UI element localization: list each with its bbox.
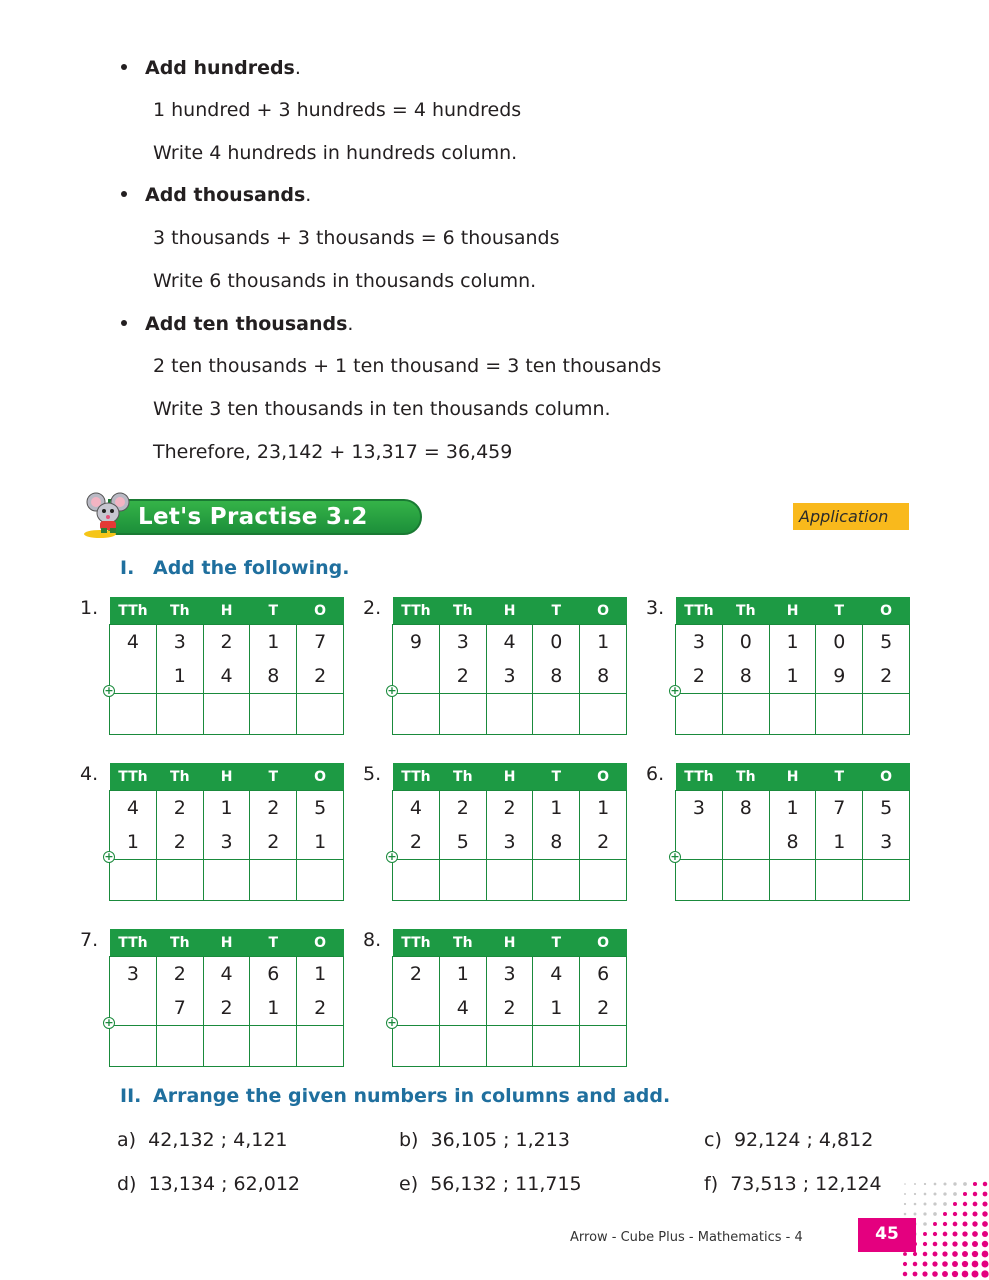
answer-cell[interactable] bbox=[676, 860, 723, 901]
digit-cell: 2 bbox=[156, 957, 203, 992]
answer-cell[interactable] bbox=[580, 860, 627, 901]
digit-cell: 1 bbox=[297, 957, 344, 992]
column-header: T bbox=[250, 763, 297, 791]
digit-cell: 2 bbox=[439, 791, 486, 826]
digit-cell: 4 bbox=[533, 957, 580, 992]
digit-cell: 1 bbox=[250, 991, 297, 1026]
column-header: H bbox=[486, 597, 533, 625]
problem-number: 8. bbox=[363, 929, 382, 951]
decorative-dot bbox=[962, 1241, 968, 1247]
digit-cell: 1 bbox=[533, 991, 580, 1026]
column-header: T bbox=[533, 929, 580, 957]
decorative-dot bbox=[924, 1203, 927, 1206]
answer-cell[interactable] bbox=[580, 1026, 627, 1067]
decorative-dot bbox=[982, 1201, 987, 1206]
decorative-dot bbox=[963, 1182, 967, 1186]
exercise-item: b) 36,105 ; 1,213 bbox=[399, 1129, 570, 1151]
column-header: O bbox=[580, 597, 627, 625]
digit-cell bbox=[393, 659, 440, 694]
decorative-dot bbox=[962, 1261, 968, 1267]
decorative-dot bbox=[963, 1192, 967, 1196]
answer-cell[interactable] bbox=[816, 860, 863, 901]
decorative-dot bbox=[981, 1260, 988, 1267]
answer-cell[interactable] bbox=[156, 860, 203, 901]
column-header: O bbox=[580, 763, 627, 791]
decorative-dot bbox=[934, 1193, 937, 1196]
answer-cell[interactable] bbox=[297, 1026, 344, 1067]
decorative-dot bbox=[962, 1251, 968, 1257]
decorative-dot bbox=[903, 1272, 907, 1276]
column-header: TTh bbox=[110, 597, 157, 625]
decorative-dot bbox=[952, 1251, 958, 1257]
answer-cell[interactable] bbox=[250, 1026, 297, 1067]
place-value-table bbox=[109, 763, 344, 901]
decorative-dot bbox=[923, 1252, 928, 1257]
problem-number: 1. bbox=[80, 597, 99, 619]
digit-cell: 3 bbox=[676, 625, 723, 660]
digit-cell: 2 bbox=[297, 659, 344, 694]
digit-cell bbox=[722, 825, 769, 860]
answer-cell[interactable] bbox=[110, 1026, 157, 1067]
digit-cell: 3 bbox=[676, 791, 723, 826]
decorative-dot bbox=[934, 1183, 937, 1186]
banner-title: Let's Practise 3.2 bbox=[138, 504, 368, 530]
decorative-dot bbox=[962, 1271, 969, 1278]
digit-cell: 8 bbox=[769, 825, 816, 860]
decorative-dot bbox=[924, 1193, 927, 1196]
digit-cell: 1 bbox=[533, 791, 580, 826]
digit-cell: 2 bbox=[203, 625, 250, 660]
digit-cell: 2 bbox=[250, 825, 297, 860]
digit-cell: 6 bbox=[250, 957, 297, 992]
answer-cell[interactable] bbox=[203, 694, 250, 735]
digit-cell: 0 bbox=[816, 625, 863, 660]
step-line: Write 3 ten thousands in ten thousands column. bbox=[153, 398, 611, 420]
conclusion: Therefore, 23,142 + 13,317 = 36,459 bbox=[153, 441, 513, 463]
column-header: O bbox=[297, 763, 344, 791]
decorative-dot bbox=[904, 1203, 906, 1205]
answer-cell[interactable] bbox=[533, 694, 580, 735]
answer-cell[interactable] bbox=[110, 860, 157, 901]
column-header: H bbox=[486, 763, 533, 791]
decorative-dot bbox=[982, 1231, 988, 1237]
decorative-dot bbox=[952, 1241, 957, 1246]
digit-cell: 3 bbox=[203, 825, 250, 860]
column-header: H bbox=[769, 763, 816, 791]
column-header: Th bbox=[156, 763, 203, 791]
digit-cell: 8 bbox=[580, 659, 627, 694]
place-value-table bbox=[109, 929, 344, 1067]
decorative-dot bbox=[972, 1251, 978, 1257]
step-line: Write 4 hundreds in hundreds column. bbox=[153, 142, 518, 164]
digit-cell: 2 bbox=[439, 659, 486, 694]
digit-cell: 8 bbox=[250, 659, 297, 694]
digit-cell: 1 bbox=[580, 791, 627, 826]
decorative-dot bbox=[923, 1232, 927, 1236]
digit-cell: 6 bbox=[580, 957, 627, 992]
decorative-dot bbox=[953, 1212, 957, 1216]
decorative-dot bbox=[932, 1271, 938, 1277]
digit-cell: 1 bbox=[816, 825, 863, 860]
answer-cell[interactable] bbox=[580, 694, 627, 735]
digit-cell: 2 bbox=[156, 825, 203, 860]
answer-cell[interactable] bbox=[676, 694, 723, 735]
decorative-dot bbox=[914, 1203, 917, 1206]
step-line: 3 thousands + 3 thousands = 6 thousands bbox=[153, 227, 560, 249]
decorative-dot bbox=[972, 1261, 979, 1268]
answer-cell[interactable] bbox=[156, 1026, 203, 1067]
column-header: Th bbox=[439, 929, 486, 957]
exercise-item: e) 56,132 ; 11,715 bbox=[399, 1173, 582, 1195]
digit-cell: 2 bbox=[156, 791, 203, 826]
decorative-dot bbox=[972, 1271, 979, 1278]
decorative-dot bbox=[972, 1211, 977, 1216]
decorative-dot bbox=[952, 1261, 958, 1267]
place-value-table bbox=[675, 597, 910, 735]
digit-cell: 1 bbox=[580, 625, 627, 660]
decorative-dot bbox=[942, 1271, 948, 1277]
decorative-dot bbox=[973, 1182, 977, 1186]
decorative-dot bbox=[973, 1202, 978, 1207]
column-header: O bbox=[297, 929, 344, 957]
decorative-dot bbox=[943, 1222, 947, 1226]
plus-sign-icon: + bbox=[670, 684, 680, 697]
step-line: 2 ten thousands + 1 ten thousand = 3 ten thousands bbox=[153, 355, 662, 377]
digit-cell: 3 bbox=[863, 825, 910, 860]
digit-cell bbox=[676, 825, 723, 860]
digit-cell: 1 bbox=[769, 625, 816, 660]
digit-cell: 1 bbox=[769, 791, 816, 826]
answer-cell[interactable] bbox=[486, 860, 533, 901]
decorative-dot bbox=[903, 1252, 907, 1256]
digit-cell: 0 bbox=[533, 625, 580, 660]
problem-number: 5. bbox=[363, 763, 382, 785]
step-heading: Add thousands. bbox=[121, 184, 311, 206]
decorative-dot bbox=[943, 1232, 948, 1237]
digit-cell: 2 bbox=[486, 991, 533, 1026]
digit-cell: 4 bbox=[486, 625, 533, 660]
answer-cell[interactable] bbox=[816, 694, 863, 735]
decorative-dot bbox=[913, 1272, 918, 1277]
plus-sign-icon: + bbox=[104, 684, 114, 697]
digit-cell: 4 bbox=[110, 791, 157, 826]
decorative-dot bbox=[923, 1212, 926, 1215]
answer-cell[interactable] bbox=[297, 694, 344, 735]
digit-cell: 2 bbox=[863, 659, 910, 694]
digit-cell: 0 bbox=[722, 625, 769, 660]
digit-cell: 5 bbox=[297, 791, 344, 826]
decorative-dot bbox=[943, 1212, 947, 1216]
digit-cell: 2 bbox=[580, 825, 627, 860]
digit-cell: 4 bbox=[203, 659, 250, 694]
digit-cell: 1 bbox=[297, 825, 344, 860]
column-header: Th bbox=[156, 597, 203, 625]
digit-cell: 7 bbox=[156, 991, 203, 1026]
problem-number: 3. bbox=[646, 597, 665, 619]
answer-cell[interactable] bbox=[769, 694, 816, 735]
answer-cell[interactable] bbox=[722, 860, 769, 901]
step-heading: Add ten thousands. bbox=[121, 313, 353, 335]
digit-cell: 1 bbox=[156, 659, 203, 694]
column-header: T bbox=[250, 597, 297, 625]
problem-number: 4. bbox=[80, 763, 99, 785]
column-header: H bbox=[769, 597, 816, 625]
answer-cell[interactable] bbox=[439, 1026, 486, 1067]
answer-cell[interactable] bbox=[110, 694, 157, 735]
decorative-dot bbox=[953, 1232, 958, 1237]
column-header: H bbox=[203, 763, 250, 791]
column-header: H bbox=[203, 597, 250, 625]
digit-cell: 1 bbox=[439, 957, 486, 992]
digit-cell: 1 bbox=[250, 625, 297, 660]
decorative-dot bbox=[932, 1261, 937, 1266]
decorative-dot bbox=[962, 1221, 967, 1226]
plus-sign-icon: + bbox=[387, 684, 397, 697]
decorative-dot bbox=[981, 1270, 988, 1277]
answer-cell[interactable] bbox=[250, 860, 297, 901]
answer-cell[interactable] bbox=[722, 694, 769, 735]
problem-number: 2. bbox=[363, 597, 382, 619]
column-header: TTh bbox=[393, 597, 440, 625]
answer-cell[interactable] bbox=[297, 860, 344, 901]
decorative-dot bbox=[933, 1222, 937, 1226]
digit-cell: 2 bbox=[580, 991, 627, 1026]
page-number: 45 bbox=[858, 1218, 916, 1252]
section-heading: II. Arrange the given numbers in columns and add. bbox=[120, 1085, 671, 1107]
column-header: Th bbox=[156, 929, 203, 957]
place-value-table bbox=[392, 597, 627, 735]
digit-cell: 8 bbox=[722, 659, 769, 694]
column-header: TTh bbox=[393, 929, 440, 957]
plus-sign-icon: + bbox=[387, 850, 397, 863]
decorative-dot bbox=[953, 1202, 957, 1206]
digit-cell: 1 bbox=[203, 791, 250, 826]
column-header: T bbox=[816, 597, 863, 625]
digit-cell: 1 bbox=[769, 659, 816, 694]
section-heading: I. Add the following. bbox=[120, 557, 350, 579]
digit-cell: 3 bbox=[486, 957, 533, 992]
answer-cell[interactable] bbox=[250, 694, 297, 735]
decorative-dot bbox=[924, 1183, 926, 1185]
answer-cell[interactable] bbox=[203, 1026, 250, 1067]
exercise-item: c) 92,124 ; 4,812 bbox=[704, 1129, 874, 1151]
decorative-dot bbox=[963, 1202, 967, 1206]
decorative-dot bbox=[933, 1232, 937, 1236]
decorative-dot bbox=[943, 1192, 946, 1195]
decorative-dot bbox=[972, 1221, 977, 1226]
column-header: T bbox=[816, 763, 863, 791]
decorative-dot bbox=[904, 1183, 906, 1185]
column-header: O bbox=[863, 763, 910, 791]
column-header: T bbox=[250, 929, 297, 957]
place-value-table bbox=[392, 929, 627, 1067]
decorative-dot bbox=[982, 1251, 989, 1258]
decorative-dot bbox=[923, 1242, 927, 1246]
mouse-mascot-icon bbox=[80, 488, 136, 544]
decorative-dot bbox=[914, 1193, 916, 1195]
decorative-dot bbox=[972, 1231, 978, 1237]
digit-cell: 4 bbox=[110, 625, 157, 660]
plus-sign-icon: + bbox=[670, 850, 680, 863]
decorative-dot bbox=[914, 1183, 916, 1185]
digit-cell: 2 bbox=[203, 991, 250, 1026]
digit-cell: 4 bbox=[393, 791, 440, 826]
decorative-dot bbox=[973, 1192, 977, 1196]
decorative-dot bbox=[943, 1182, 946, 1185]
digit-cell: 2 bbox=[393, 957, 440, 992]
decorative-dot bbox=[922, 1271, 927, 1276]
decorative-dot bbox=[903, 1262, 907, 1266]
answer-cell[interactable] bbox=[439, 860, 486, 901]
column-header: TTh bbox=[393, 763, 440, 791]
decorative-dot bbox=[933, 1252, 938, 1257]
column-header: Th bbox=[439, 597, 486, 625]
exercise-item: f) 73,513 ; 12,124 bbox=[704, 1173, 882, 1195]
digit-cell: 9 bbox=[393, 625, 440, 660]
step-line: 1 hundred + 3 hundreds = 4 hundreds bbox=[153, 99, 522, 121]
digit-cell: 2 bbox=[486, 791, 533, 826]
digit-cell: 5 bbox=[439, 825, 486, 860]
exercise-item: d) 13,134 ; 62,012 bbox=[117, 1173, 301, 1195]
plus-sign-icon: + bbox=[104, 1016, 114, 1029]
digit-cell: 1 bbox=[110, 825, 157, 860]
digit-cell: 9 bbox=[816, 659, 863, 694]
decorative-dot bbox=[923, 1222, 927, 1226]
answer-cell[interactable] bbox=[156, 694, 203, 735]
decorative-dot bbox=[942, 1261, 948, 1267]
column-header: O bbox=[297, 597, 344, 625]
column-header: T bbox=[533, 763, 580, 791]
step-heading: Add hundreds. bbox=[121, 57, 301, 79]
digit-cell: 2 bbox=[297, 991, 344, 1026]
digit-cell: 7 bbox=[816, 791, 863, 826]
decorative-dot bbox=[904, 1193, 906, 1195]
column-header: TTh bbox=[676, 763, 723, 791]
decorative-dot bbox=[962, 1231, 967, 1236]
decorative-dot bbox=[982, 1211, 987, 1216]
decorative-dot bbox=[913, 1252, 917, 1256]
column-header: TTh bbox=[676, 597, 723, 625]
answer-cell[interactable] bbox=[863, 860, 910, 901]
problem-number: 7. bbox=[80, 929, 99, 951]
decorative-dot bbox=[983, 1192, 988, 1197]
answer-cell[interactable] bbox=[533, 860, 580, 901]
digit-cell: 2 bbox=[676, 659, 723, 694]
digit-cell: 5 bbox=[863, 791, 910, 826]
decorative-dot bbox=[933, 1242, 938, 1247]
column-header: T bbox=[533, 597, 580, 625]
digit-cell: 7 bbox=[297, 625, 344, 660]
decorative-dot bbox=[913, 1262, 918, 1267]
decorative-dot bbox=[972, 1241, 978, 1247]
answer-cell[interactable] bbox=[393, 860, 440, 901]
answer-cell[interactable] bbox=[393, 1026, 440, 1067]
column-header: O bbox=[580, 929, 627, 957]
step-line: Write 6 thousands in thousands column. bbox=[153, 270, 537, 292]
answer-cell[interactable] bbox=[486, 1026, 533, 1067]
digit-cell: 3 bbox=[110, 957, 157, 992]
answer-cell[interactable] bbox=[486, 694, 533, 735]
column-header: H bbox=[486, 929, 533, 957]
digit-cell: 3 bbox=[486, 659, 533, 694]
answer-cell[interactable] bbox=[439, 694, 486, 735]
decorative-dot bbox=[933, 1202, 936, 1205]
column-header: TTh bbox=[110, 929, 157, 957]
decorative-dot bbox=[943, 1202, 947, 1206]
exercise-item: a) 42,132 ; 4,121 bbox=[117, 1129, 288, 1151]
place-value-table bbox=[392, 763, 627, 901]
decorative-dot bbox=[963, 1212, 968, 1217]
decorative-dot bbox=[914, 1213, 917, 1216]
answer-cell[interactable] bbox=[769, 860, 816, 901]
decorative-dot bbox=[953, 1182, 956, 1185]
decorative-dot bbox=[953, 1222, 958, 1227]
digit-cell bbox=[110, 991, 157, 1026]
column-header: O bbox=[863, 597, 910, 625]
digit-cell: 4 bbox=[203, 957, 250, 992]
decorative-dot bbox=[942, 1251, 947, 1256]
answer-cell[interactable] bbox=[863, 694, 910, 735]
decorative-dot bbox=[982, 1241, 988, 1247]
digit-cell bbox=[393, 991, 440, 1026]
digit-cell: 3 bbox=[439, 625, 486, 660]
decorative-dot bbox=[904, 1213, 907, 1216]
digit-cell: 8 bbox=[533, 825, 580, 860]
decorative-dot bbox=[943, 1242, 948, 1247]
digit-cell: 2 bbox=[250, 791, 297, 826]
decorative-dot bbox=[983, 1182, 987, 1186]
digit-cell: 3 bbox=[486, 825, 533, 860]
digit-cell: 4 bbox=[439, 991, 486, 1026]
answer-cell[interactable] bbox=[393, 694, 440, 735]
place-value-table bbox=[109, 597, 344, 735]
column-header: H bbox=[203, 929, 250, 957]
plus-sign-icon: + bbox=[387, 1016, 397, 1029]
answer-cell[interactable] bbox=[203, 860, 250, 901]
column-header: Th bbox=[722, 763, 769, 791]
digit-cell: 8 bbox=[533, 659, 580, 694]
digit-cell: 2 bbox=[393, 825, 440, 860]
decorative-dot bbox=[982, 1221, 988, 1227]
decorative-dot bbox=[953, 1192, 957, 1196]
digit-cell: 8 bbox=[722, 791, 769, 826]
digit-cell: 5 bbox=[863, 625, 910, 660]
footer-text: Arrow - Cube Plus - Mathematics - 4 bbox=[570, 1230, 803, 1245]
decorative-dot bbox=[952, 1271, 958, 1277]
column-header: Th bbox=[722, 597, 769, 625]
problem-number: 6. bbox=[646, 763, 665, 785]
answer-cell[interactable] bbox=[533, 1026, 580, 1067]
decorative-dot bbox=[933, 1212, 937, 1216]
plus-sign-icon: + bbox=[104, 850, 114, 863]
application-tag: Application bbox=[793, 503, 909, 530]
digit-cell: 3 bbox=[156, 625, 203, 660]
column-header: TTh bbox=[110, 763, 157, 791]
decorative-dot bbox=[923, 1262, 928, 1267]
digit-cell bbox=[110, 659, 157, 694]
column-header: Th bbox=[439, 763, 486, 791]
place-value-table bbox=[675, 763, 910, 901]
